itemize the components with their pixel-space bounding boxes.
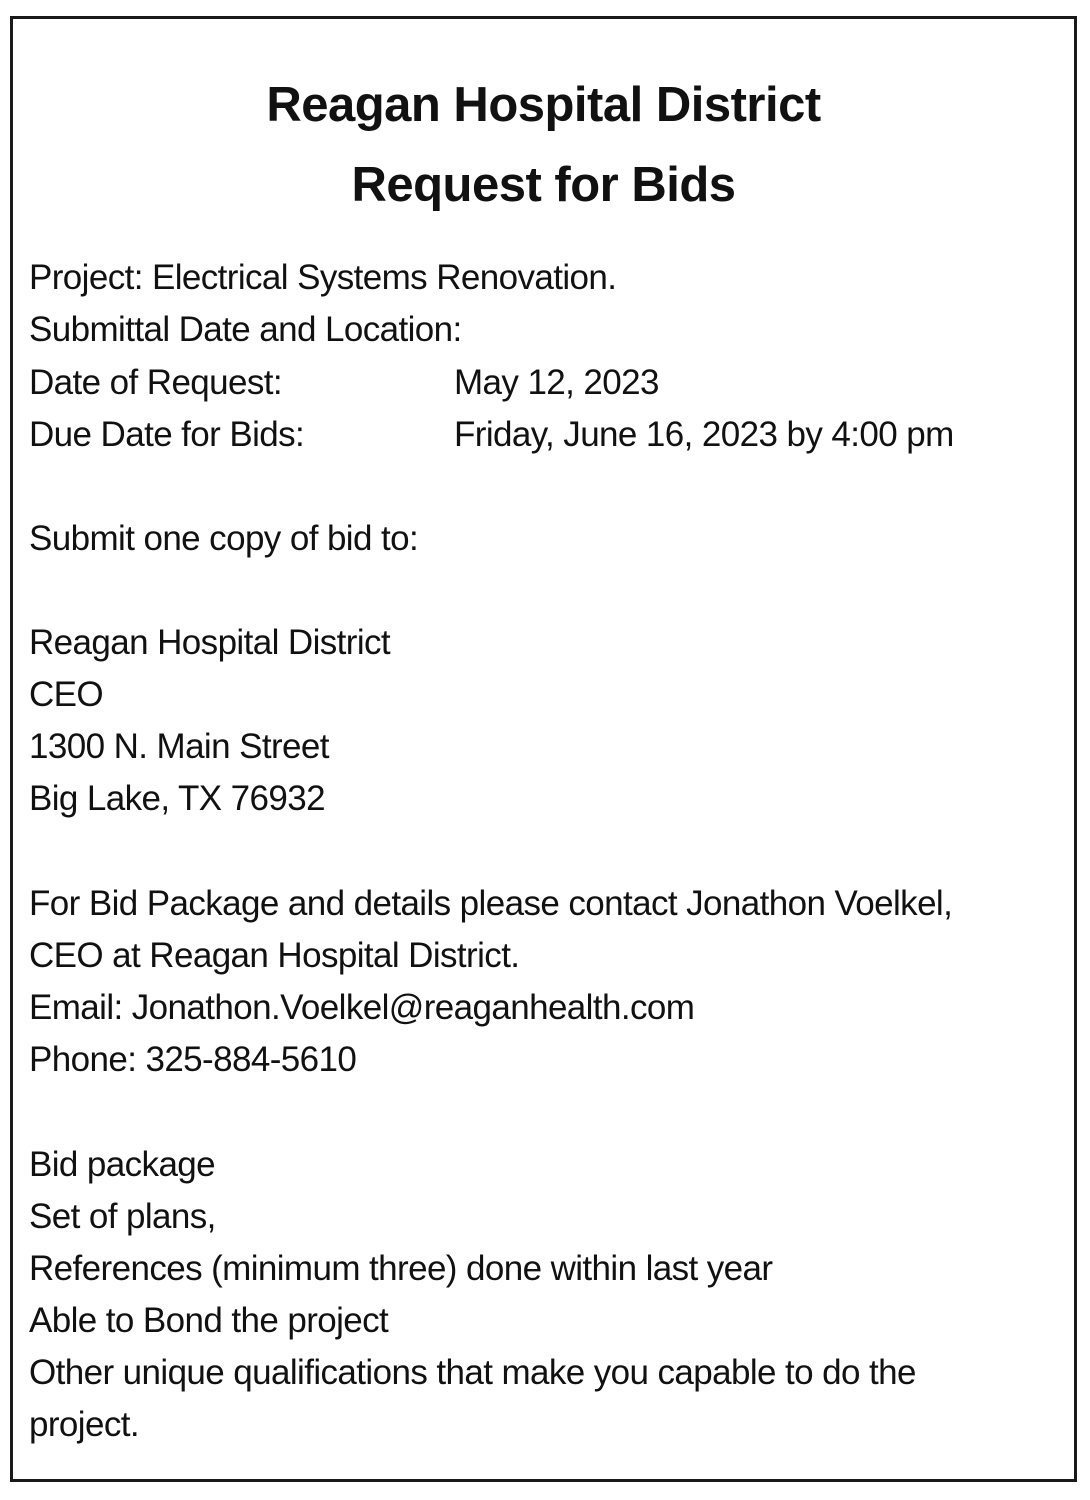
date-of-request-value: May 12, 2023 xyxy=(454,363,659,402)
bid-notice-box xyxy=(10,16,1077,1482)
due-date-label: Due Date for Bids: xyxy=(29,415,305,454)
contact-line: For Bid Package and details please contact Jonathon Voelkel, xyxy=(29,884,953,923)
notice-subtitle: Request for Bids xyxy=(351,158,736,212)
notice-title: Reagan Hospital District xyxy=(266,78,821,132)
contact-email: Email: Jonathon.Voelkel@reaganhealth.com xyxy=(29,988,695,1027)
bid-package-item: References (minimum three) done within last year xyxy=(29,1249,773,1288)
bid-package-item: project. xyxy=(29,1405,139,1444)
due-date-value: Friday, June 16, 2023 by 4:00 pm xyxy=(454,415,954,454)
bid-package-item: Able to Bond the project xyxy=(29,1301,389,1340)
address-line: Big Lake, TX 76932 xyxy=(29,779,325,818)
address-line: 1300 N. Main Street xyxy=(29,727,329,766)
address-line: CEO xyxy=(29,675,104,714)
bid-package-item: Set of plans, xyxy=(29,1197,216,1236)
contact-phone: Phone: 325-884-5610 xyxy=(29,1040,357,1079)
date-of-request-label: Date of Request: xyxy=(29,363,283,402)
project-line: Project: Electrical Systems Renovation. xyxy=(29,258,617,297)
address-line: Reagan Hospital District xyxy=(29,623,391,662)
bid-package-item: Other unique qualifications that make you capable to do the xyxy=(29,1353,916,1392)
submittal-heading: Submittal Date and Location: xyxy=(29,310,462,349)
submit-intro: Submit one copy of bid to: xyxy=(29,519,419,558)
contact-line: CEO at Reagan Hospital District. xyxy=(29,936,520,975)
bid-package-item: Bid package xyxy=(29,1145,216,1184)
